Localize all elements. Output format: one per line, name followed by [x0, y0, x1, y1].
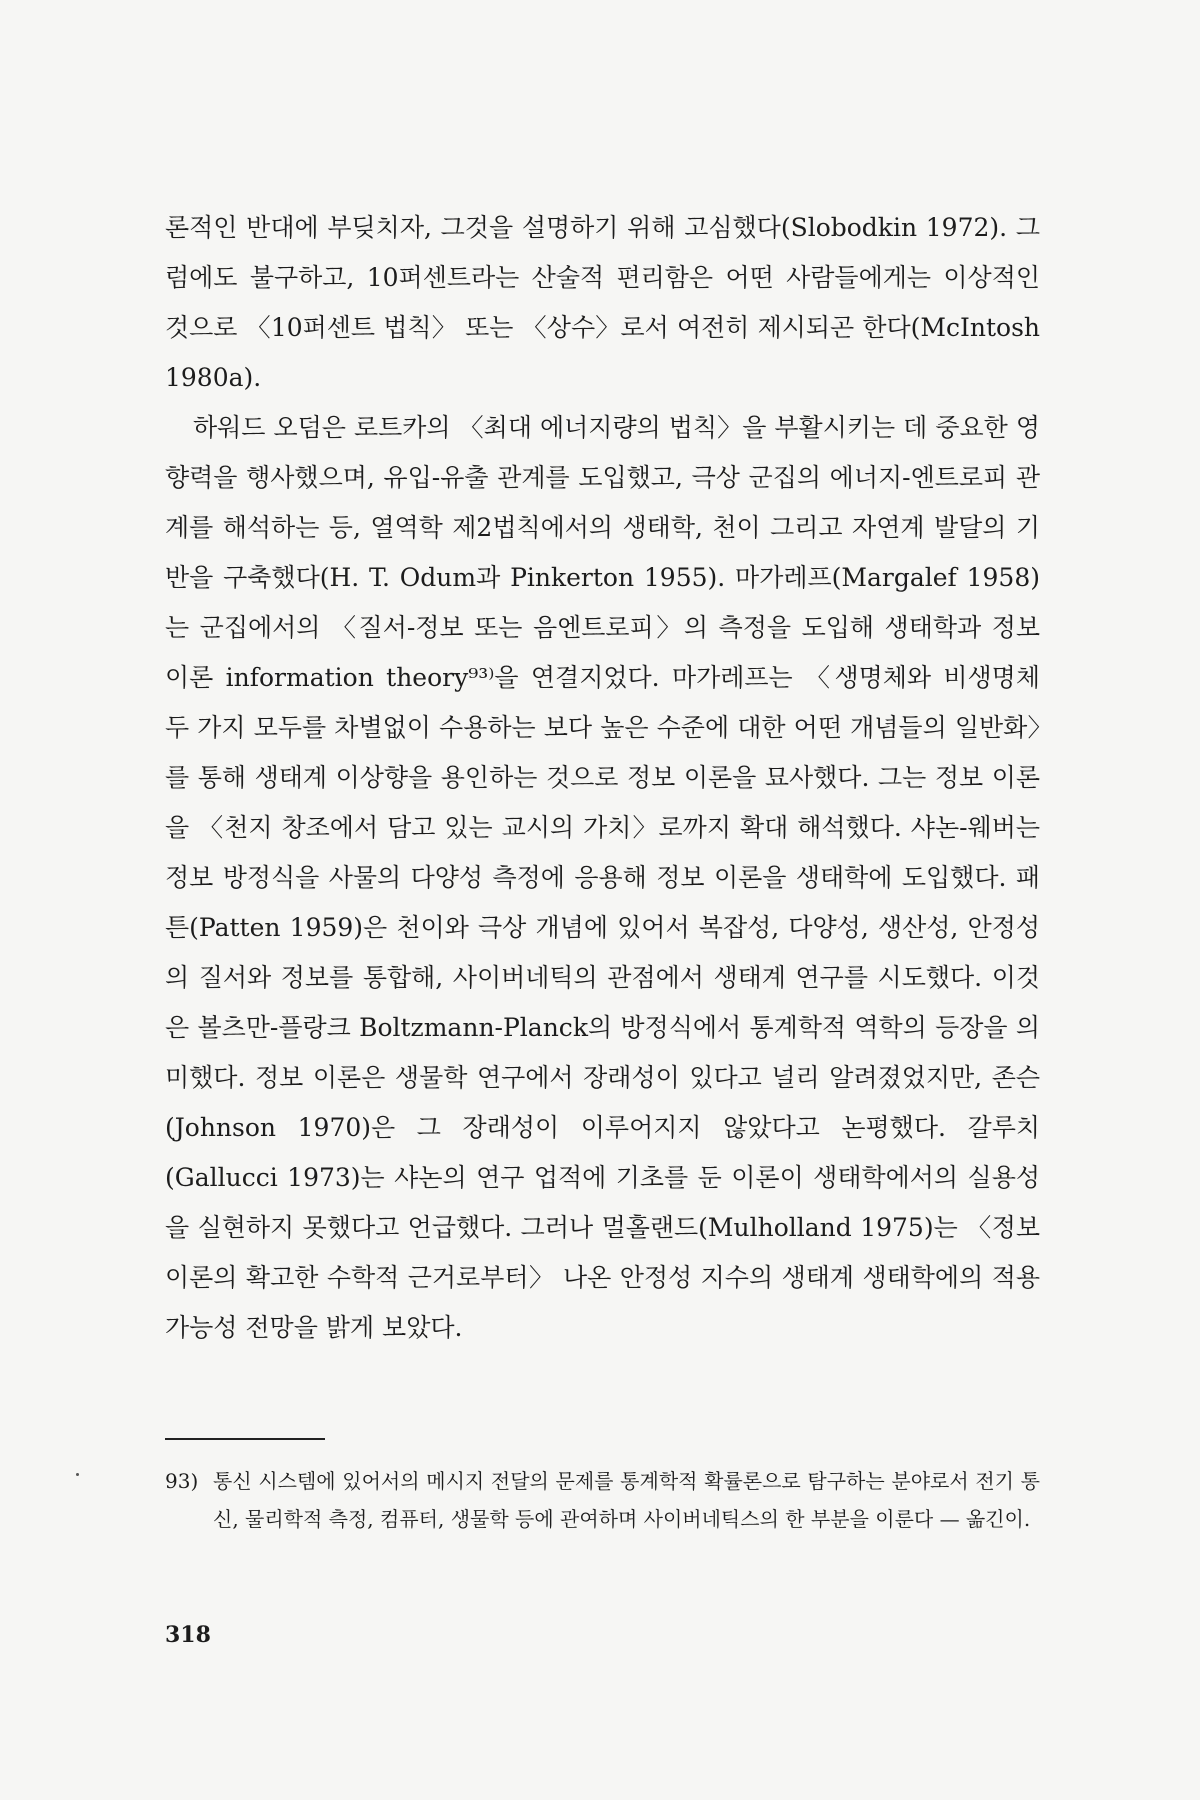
- page-number: 318: [165, 1622, 211, 1648]
- footnote: [165, 1462, 1040, 1538]
- footnote-marker: 93): [165, 1469, 199, 1493]
- footnote-divider: [165, 1438, 325, 1440]
- footnote-text: 통신 시스템에 있어서의 메시지 전달의 문제를 통계학적 확률론으로 탐구하는 분야로서 전기 통신, 물리학적 측정, 컴퓨터, 생물학 등에 관여하며 사이버네틱스의 한 부분을 이룬다 — 옮긴이.: [213, 1469, 1040, 1531]
- paragraph-continuation: 론적인 반대에 부딪치자, 그것을 설명하기 위해 고심했다(Slobodkin 1972). 그럼에도 불구하고, 10퍼센트라는 산술적 편리함은 어떤 사람들에게는 이상적인 것으로 〈10퍼센트 법칙〉 또는 〈상수〉로서 여전히 제시되곤 한다(McIntosh 1980a).: [165, 213, 1040, 392]
- body-text: [165, 203, 1040, 1353]
- scan-speck: [76, 1473, 79, 1476]
- paragraph-odum: 하워드 오덤은 로트카의 〈최대 에너지량의 법칙〉을 부활시키는 데 중요한 영향력을 행사했으며, 유입-유출 관계를 도입했고, 극상 군집의 에너지-엔트로피 관계를 해석하는 등, 열역학 제2법칙에서의 생태학, 천이 그리고 자연계 발달의 기반을 구축했다(H. T. Odum과 Pinkerton 1955). 마가레프(Margalef 1958)는 군집에서의 〈질서-정보 또는 음엔트로피〉의 측정을 도입해 생태학과 정보 이론 information theory⁹³⁾을 연결지었다. 마가레프는 〈생명체와 비생명체 두 가지 모두를 차별없이 수용하는 보다 높은 수준에 대한 어떤 개념들의 일반화〉를 통해 생태계 이상향을 용인하는 것으로 정보 이론을 묘사했다. 그는 정보 이론을 〈천지 창조에서 담고 있는 교시의 가치〉로까지 확대 해석했다. 샤논-웨버는 정보 방정식을 사물의 다양성 측정에 응용해 정보 이론을 생태학에 도입했다. 패튼(Patten 1959)은 천이와 극상 개념에 있어서 복잡성, 다양성, 생산성, 안정성의 질서와 정보를 통합해, 사이버네틱의 관점에서 생태계 연구를 시도했다. 이것은 볼츠만-플랑크 Boltzmann-Planck의 방정식에서 통계학적 역학의 등장을 의미했다. 정보 이론은 생물학 연구에서 장래성이 있다고 널리 알려졌었지만, 존슨(Johnson 1970)은 그 장래성이 이루어지지 않았다고 논평했다. 갈루치(Gallucci 1973)는 샤논의 연구 업적에 기초를 둔 이론이 생태학에서의 실용성을 실현하지 못했다고 언급했다. 그러나 멀홀랜드(Mulholland 1975)는 〈정보 이론의 확고한 수학적 근거로부터〉 나온 안정성 지수의 생태계 생태학에의 적용 가능성 전망을 밝게 보았다.: [165, 413, 1040, 1342]
